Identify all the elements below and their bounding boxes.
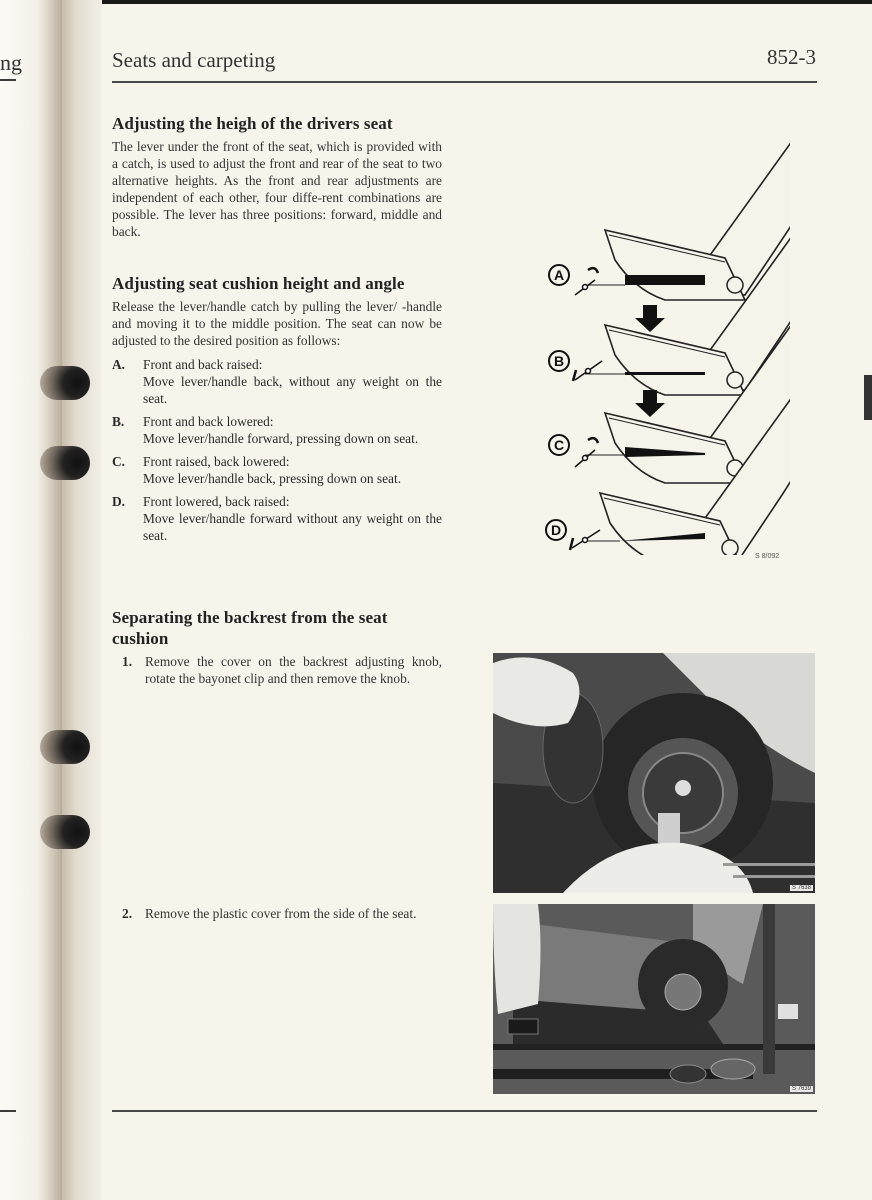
photo-seat-side-cover — [493, 904, 815, 1094]
list-condition: Front lowered, back raised: — [143, 494, 290, 509]
adjacent-page-rule — [0, 79, 16, 81]
list-action: Move lever/handle back, pressing down on seat. — [143, 471, 402, 486]
step-1 — [112, 653, 442, 687]
list-item-b — [112, 413, 442, 447]
photo-knob-illustration — [493, 653, 815, 893]
list-mark: A. — [112, 357, 126, 372]
lever-icon — [575, 438, 598, 467]
binder-hole — [40, 366, 90, 400]
list-item-a — [112, 356, 442, 407]
arrow-down-icon — [635, 305, 665, 332]
adjacent-page-rule-bottom — [0, 1110, 16, 1112]
list-item-c — [112, 453, 442, 487]
section-heading: Adjusting the heigh of the drivers seat — [112, 114, 393, 133]
adjacent-page-strip — [0, 0, 62, 1200]
section-body: The lever under the front of the seat, which is provided with a catch, is used to adjust the front and rear of the seat to two alternative heights. As the front and rear adjustments are independent of each other, four diffe-rent combinations are possible. The lever has three positions: forward, middle and back. — [112, 139, 442, 239]
binder-hole — [40, 730, 90, 764]
header-rule — [112, 81, 817, 83]
label-b-text: B — [553, 353, 565, 369]
step-number: 2. — [122, 906, 133, 921]
list-mark: C. — [112, 454, 126, 469]
page-number: 852-3 — [767, 45, 816, 69]
lever-icon — [570, 530, 600, 550]
label-c-text: C — [553, 437, 565, 453]
list-action: Move lever/handle forward without any weight on the seat. — [143, 511, 442, 543]
list-action: Move lever/handle back, without any weight on the seat. — [143, 374, 442, 406]
binder-hole — [40, 446, 90, 480]
section-body: Release the lever/handle catch by pulling the lever/ -handle and moving it to the middle position. The seat can now be adjusted to the desired position as follows: — [112, 299, 442, 348]
section-heading: Separating the backrest from the seat cushion — [112, 608, 388, 648]
diagram-figure-code: S 8/092 — [755, 553, 780, 560]
running-header-title: Seats and carpeting — [112, 48, 276, 72]
section-driver-seat-height — [112, 113, 442, 240]
step-number: 1. — [122, 654, 133, 669]
photo-side-cover-illustration — [493, 904, 815, 1094]
list-condition: Front and back lowered: — [143, 414, 274, 429]
photo-figure-code: S 7639 — [791, 1086, 811, 1092]
section-cushion-height-angle — [112, 273, 442, 544]
section-heading: Adjusting seat cushion height and angle — [112, 274, 405, 293]
label-a — [549, 265, 569, 285]
binder-hole — [40, 815, 90, 849]
lever-icon — [575, 268, 598, 295]
label-a-text: A — [553, 267, 565, 283]
list-mark: B. — [112, 414, 125, 429]
photo-backrest-knob — [493, 653, 815, 893]
step-text: Remove the plastic cover from the side of the seat. — [145, 906, 417, 921]
section-separate-backrest-step2 — [112, 905, 442, 922]
label-b — [549, 351, 569, 371]
seat-figure-a — [605, 127, 790, 300]
photo-figure-code: S 7638 — [791, 885, 811, 891]
step-text: Remove the cover on the backrest adjusting knob, rotate the bayonet clip and then remove the knob. — [145, 654, 442, 686]
binding-gutter — [62, 0, 102, 1200]
section-tab-marker — [864, 375, 872, 420]
list-condition: Front raised, back lowered: — [143, 454, 290, 469]
seat-base-a — [625, 275, 705, 285]
list-mark: D. — [112, 494, 126, 509]
seat-base-b — [625, 372, 705, 375]
list-item-d — [112, 493, 442, 544]
footer-rule — [112, 1110, 817, 1112]
lever-icon — [573, 361, 602, 381]
seat-positions-diagram — [540, 125, 790, 555]
list-condition: Front and back raised: — [143, 357, 263, 372]
label-d — [546, 520, 566, 540]
list-action: Move lever/handle forward, pressing down on seat. — [143, 431, 419, 446]
page-top-edge — [0, 0, 872, 4]
label-c — [549, 435, 569, 455]
step-2 — [112, 905, 442, 922]
label-d-text: D — [550, 522, 562, 538]
section-separate-backrest — [112, 607, 442, 687]
adjacent-page-text: ng — [0, 50, 22, 75]
